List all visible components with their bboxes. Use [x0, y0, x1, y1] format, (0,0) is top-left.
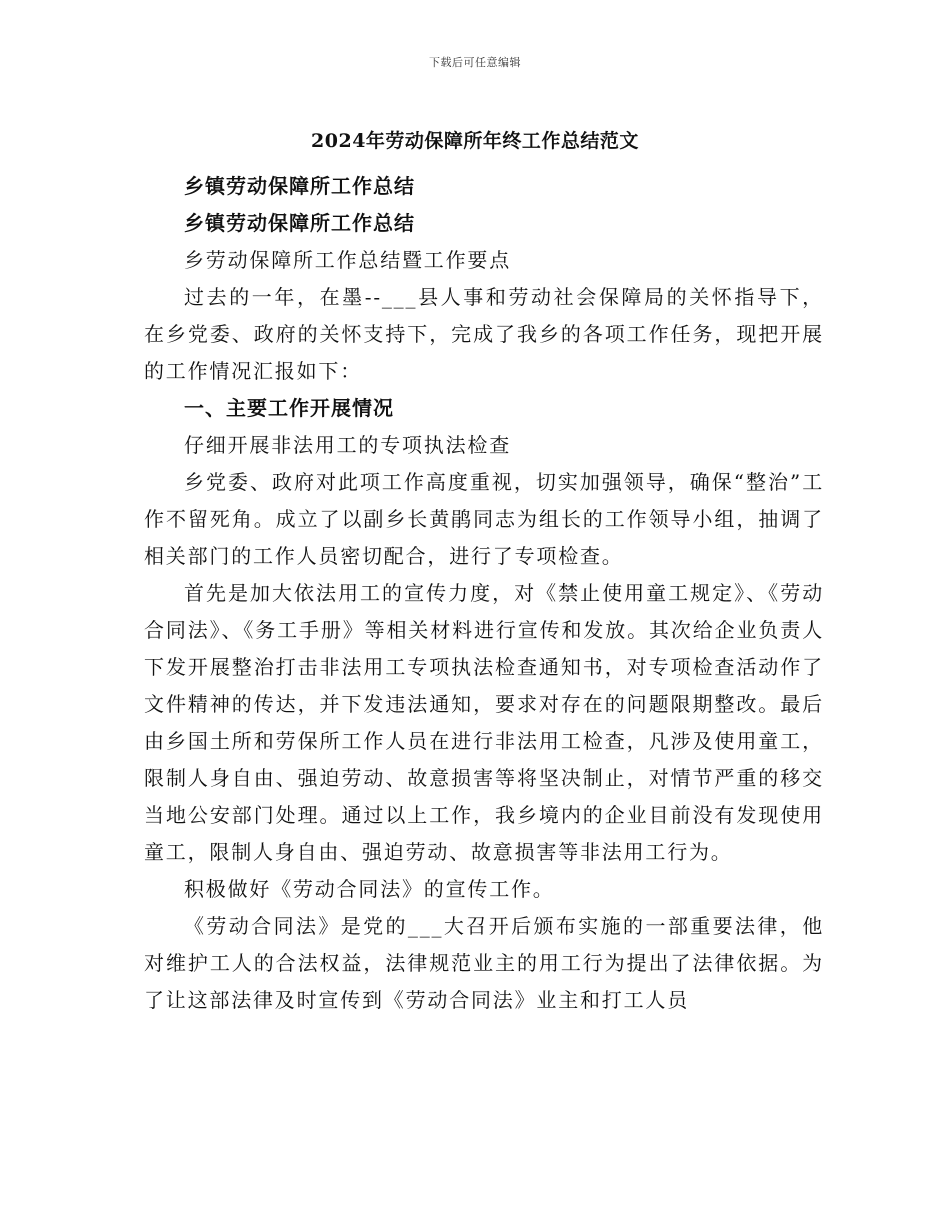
subheading-summary-and-key-points: 乡劳动保障所工作总结暨工作要点	[184, 248, 511, 272]
section-heading-main-work: 一、主要工作开展情况	[184, 396, 394, 420]
header-note: 下载后可任意编辑	[429, 56, 521, 69]
paragraph-leadership: 乡党委、政府对此项工作高度重视，切实加强领导，确保“整治”工作不留死角。成立了以副乡长黄鹃同志为组长的工作领导小组，抽调了相关部门的工作人员密切配合，进行了专项检查。	[144, 470, 824, 568]
subheading-township-summary-repeat: 乡镇劳动保障所工作总结	[184, 211, 415, 235]
paragraph-contract-law-heading: 积极做好《劳动合同法》的宣传工作。	[184, 877, 555, 901]
paragraph-contract-law: 《劳动合同法》是党的___大召开后颁布实施的一部重要法律，他对维护工人的合法权益，法律规范业主的用工行为提出了法律依据。为了让这部法律及时宣传到《劳动合同法》业主和打工人员	[144, 914, 824, 1012]
document-body	[144, 168, 824, 1019]
document-title: 2024年劳动保障所年终工作总结范文	[311, 130, 639, 152]
paragraph-inspection-heading: 仔细开展非法用工的专项执法检查	[184, 433, 511, 457]
paragraph-measures: 首先是加大依法用工的宣传力度，对《禁止使用童工规定》、《劳动合同法》、《务工手册》等相关材料进行宣传和发放。其次给企业负责人下发开展整治打击非法用工专项执法检查通知书，对专项检查活动作了文件精神的传达，并下发违法通知，要求对存在的问题限期整改。最后由乡国土所和劳保所工作人员在进行非法用工检查，凡涉及使用童工，限制人身自由、强迫劳动、故意损害等将坚决制止，对情节严重的移交当地公安部门处理。通过以上工作，我乡境内的企业目前没有发现使用童工，限制人身自由、强迫劳动、故意损害等非法用工行为。	[144, 581, 824, 864]
paragraph-intro: 过去的一年，在墨--___县人事和劳动社会保障局的关怀指导下，在乡党委、政府的关怀支持下，完成了我乡的各项工作任务，现把开展的工作情况汇报如下：	[144, 285, 824, 383]
subheading-township-summary: 乡镇劳动保障所工作总结	[184, 174, 415, 198]
